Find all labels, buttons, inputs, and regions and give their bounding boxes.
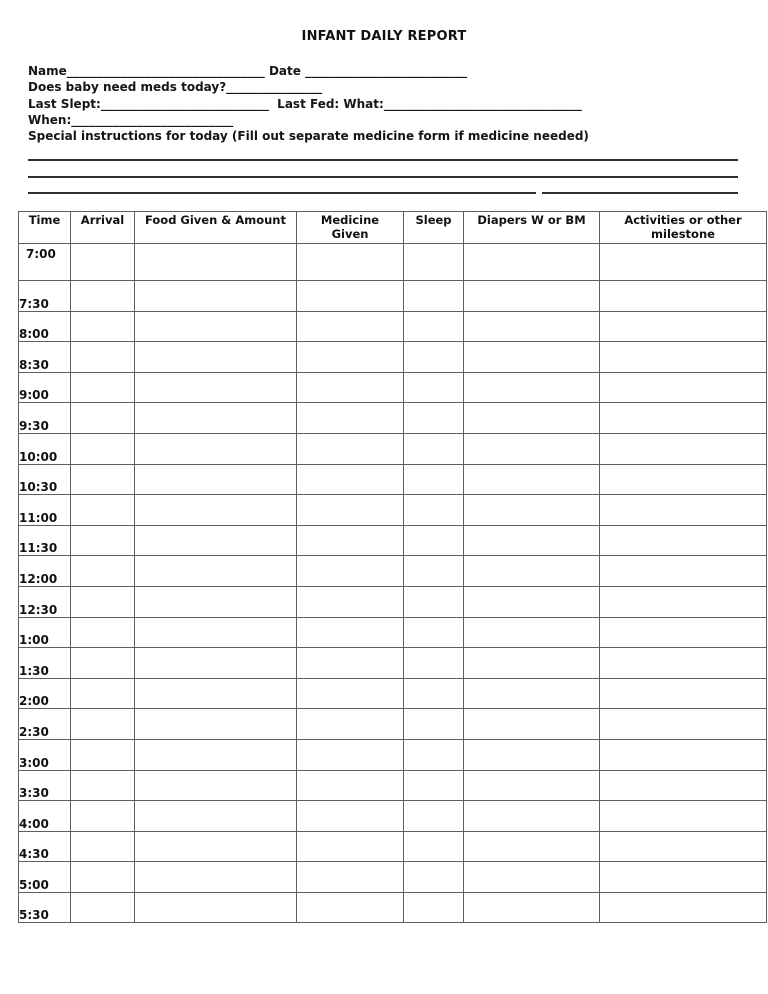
table-row [19, 586, 767, 617]
last-slept-label: Last Slept: [28, 96, 101, 111]
entry-cell [297, 311, 404, 342]
entry-cell [71, 770, 135, 801]
entry-cell [135, 709, 297, 740]
table-row [19, 495, 767, 526]
entry-cell [464, 678, 600, 709]
entry-cell [464, 342, 600, 373]
entry-cell [71, 617, 135, 648]
entry-cell [135, 586, 297, 617]
writing-line-3-segment-b [542, 176, 738, 194]
time-cell: 4:00 [19, 801, 71, 832]
entry-cell [600, 648, 767, 679]
entry-cell [135, 678, 297, 709]
entry-cell [600, 342, 767, 373]
time-cell: 5:00 [19, 862, 71, 893]
entry-cell [600, 556, 767, 587]
table-row [19, 801, 767, 832]
special-instructions-label: Special instructions for today (Fill out separate medicine form if medicine needed) [28, 129, 589, 144]
meds-blank-line: ________________ [226, 80, 323, 95]
table-row [19, 525, 767, 556]
entry-cell [297, 892, 404, 923]
entry-cell [297, 831, 404, 862]
time-cell: 12:30 [19, 586, 71, 617]
entry-cell [600, 525, 767, 556]
writing-line-3-segment-a [28, 176, 536, 194]
entry-cell [464, 556, 600, 587]
table-row [19, 770, 767, 801]
entry-cell [404, 403, 464, 434]
last-fed-what-label: Last Fed: What: [268, 96, 384, 111]
column-header-arrival: Arrival [71, 212, 135, 244]
writing-line-3 [28, 178, 738, 194]
entry-cell [404, 678, 464, 709]
entry-cell [297, 678, 404, 709]
table-row [19, 556, 767, 587]
entry-cell [600, 892, 767, 923]
entry-cell [71, 586, 135, 617]
entry-cell [600, 372, 767, 403]
entry-cell [297, 372, 404, 403]
entry-cell [464, 709, 600, 740]
time-cell: 12:00 [19, 556, 71, 587]
time-cell: 8:30 [19, 342, 71, 373]
entry-cell [464, 244, 600, 281]
entry-cell [297, 433, 404, 464]
entry-cell [404, 372, 464, 403]
entry-cell [71, 244, 135, 281]
meds-question-line [28, 79, 768, 95]
entry-cell [404, 831, 464, 862]
column-header-food-given: Food Given & Amount [135, 212, 297, 244]
table-row [19, 709, 767, 740]
time-cell: 2:00 [19, 678, 71, 709]
time-cell: 7:30 [19, 281, 71, 312]
entry-cell [297, 464, 404, 495]
table-row [19, 342, 767, 373]
time-cell: 9:00 [19, 372, 71, 403]
entry-cell [135, 342, 297, 373]
entry-cell [297, 586, 404, 617]
time-cell: 1:00 [19, 617, 71, 648]
entry-cell [71, 403, 135, 434]
table-row [19, 281, 767, 312]
entry-cell [600, 281, 767, 312]
entry-cell [600, 495, 767, 526]
time-cell: 2:30 [19, 709, 71, 740]
entry-cell [135, 801, 297, 832]
entry-cell [464, 372, 600, 403]
writing-line-1 [28, 143, 738, 161]
time-cell: 7:00 [19, 244, 71, 281]
entry-cell [464, 281, 600, 312]
table-row [19, 372, 767, 403]
when-line [28, 112, 768, 128]
entry-cell [600, 709, 767, 740]
time-cell: 11:00 [19, 495, 71, 526]
entry-cell [464, 403, 600, 434]
time-cell: 10:00 [19, 433, 71, 464]
entry-cell [404, 862, 464, 893]
entry-cell [297, 495, 404, 526]
name-date-line [28, 63, 768, 79]
entry-cell [464, 892, 600, 923]
entry-cell [135, 244, 297, 281]
entry-cell [71, 342, 135, 373]
entry-cell [600, 586, 767, 617]
entry-cell [600, 617, 767, 648]
time-cell: 3:30 [19, 770, 71, 801]
time-cell: 10:30 [19, 464, 71, 495]
entry-cell [404, 281, 464, 312]
entry-cell [71, 801, 135, 832]
entry-cell [71, 709, 135, 740]
entry-cell [297, 342, 404, 373]
entry-cell [297, 403, 404, 434]
entry-cell [71, 831, 135, 862]
entry-cell [464, 862, 600, 893]
entry-cell [600, 801, 767, 832]
entry-cell [71, 525, 135, 556]
time-cell: 8:00 [19, 311, 71, 342]
entry-cell [135, 892, 297, 923]
entry-cell [404, 617, 464, 648]
column-header-time: Time [19, 212, 71, 244]
entry-cell [297, 770, 404, 801]
report-table-body [19, 244, 767, 923]
entry-cell [464, 648, 600, 679]
time-cell: 4:30 [19, 831, 71, 862]
entry-cell [135, 433, 297, 464]
entry-cell [404, 433, 464, 464]
entry-cell [464, 464, 600, 495]
entry-cell [464, 525, 600, 556]
entry-cell [135, 311, 297, 342]
entry-cell [297, 281, 404, 312]
column-header-sleep: Sleep [404, 212, 464, 244]
last-slept-fed-line [28, 96, 768, 112]
entry-cell [135, 281, 297, 312]
when-label: When: [28, 112, 72, 127]
date-label: Date [264, 64, 306, 78]
entry-cell [71, 739, 135, 770]
form-header-fields [28, 63, 768, 144]
entry-cell [404, 525, 464, 556]
table-row [19, 831, 767, 862]
entry-cell [404, 244, 464, 281]
entry-cell [404, 495, 464, 526]
table-row [19, 311, 767, 342]
entry-cell [600, 433, 767, 464]
entry-cell [600, 244, 767, 281]
column-header-medicine-given: Medicine Given [297, 212, 404, 244]
special-instructions-writing-area [28, 143, 738, 194]
entry-cell [297, 801, 404, 832]
entry-cell [600, 464, 767, 495]
entry-cell [297, 739, 404, 770]
entry-cell [71, 862, 135, 893]
entry-cell [71, 281, 135, 312]
entry-cell [464, 617, 600, 648]
entry-cell [404, 556, 464, 587]
entry-cell [600, 739, 767, 770]
entry-cell [404, 342, 464, 373]
table-row [19, 433, 767, 464]
entry-cell [404, 892, 464, 923]
entry-cell [404, 311, 464, 342]
entry-cell [297, 244, 404, 281]
entry-cell [464, 586, 600, 617]
entry-cell [135, 739, 297, 770]
entry-cell [71, 892, 135, 923]
entry-cell [464, 495, 600, 526]
time-cell: 1:30 [19, 648, 71, 679]
entry-cell [404, 770, 464, 801]
time-cell: 5:30 [19, 892, 71, 923]
entry-cell [600, 831, 767, 862]
entry-cell [135, 556, 297, 587]
table-row [19, 464, 767, 495]
table-row [19, 678, 767, 709]
name-blank-line: _________________________________ [66, 64, 265, 78]
name-label: Name [28, 64, 67, 78]
entry-cell [404, 464, 464, 495]
entry-cell [600, 403, 767, 434]
last-fed-blank-line: _________________________________ [383, 96, 582, 111]
entry-cell [135, 525, 297, 556]
entry-cell [464, 770, 600, 801]
entry-cell [404, 648, 464, 679]
entry-cell [600, 311, 767, 342]
entry-cell [135, 648, 297, 679]
entry-cell [297, 709, 404, 740]
entry-cell [464, 311, 600, 342]
entry-cell [135, 464, 297, 495]
entry-cell [71, 556, 135, 587]
entry-cell [135, 372, 297, 403]
table-header-row [19, 212, 767, 244]
entry-cell [297, 862, 404, 893]
table-row [19, 617, 767, 648]
entry-cell [71, 372, 135, 403]
last-slept-blank-line: ____________________________ [100, 96, 269, 111]
entry-cell [135, 403, 297, 434]
meds-question-label: Does baby need meds today? [28, 80, 227, 95]
daily-report-table [18, 211, 767, 923]
entry-cell [464, 433, 600, 464]
entry-cell [135, 495, 297, 526]
entry-cell [404, 709, 464, 740]
column-header-diapers: Diapers W or BM [464, 212, 600, 244]
time-cell: 3:00 [19, 739, 71, 770]
entry-cell [297, 556, 404, 587]
table-row [19, 862, 767, 893]
entry-cell [297, 525, 404, 556]
page-title: INFANT DAILY REPORT [301, 29, 467, 44]
entry-cell [135, 862, 297, 893]
entry-cell [135, 617, 297, 648]
entry-cell [297, 648, 404, 679]
table-row [19, 892, 767, 923]
time-cell: 11:30 [19, 525, 71, 556]
time-cell: 9:30 [19, 403, 71, 434]
table-row [19, 244, 767, 281]
entry-cell [464, 739, 600, 770]
entry-cell [135, 770, 297, 801]
entry-cell [135, 831, 297, 862]
entry-cell [404, 586, 464, 617]
entry-cell [297, 617, 404, 648]
entry-cell [71, 648, 135, 679]
entry-cell [464, 801, 600, 832]
entry-cell [600, 862, 767, 893]
entry-cell [71, 464, 135, 495]
table-row [19, 739, 767, 770]
entry-cell [71, 311, 135, 342]
entry-cell [404, 801, 464, 832]
table-row [19, 648, 767, 679]
when-blank-line: ___________________________ [71, 112, 234, 127]
entry-cell [600, 678, 767, 709]
entry-cell [600, 770, 767, 801]
date-blank-line: ___________________________ [305, 64, 468, 78]
entry-cell [71, 678, 135, 709]
column-header-activities: Activities or other milestone [600, 212, 767, 244]
entry-cell [404, 739, 464, 770]
entry-cell [464, 831, 600, 862]
entry-cell [71, 433, 135, 464]
entry-cell [71, 495, 135, 526]
table-row [19, 403, 767, 434]
